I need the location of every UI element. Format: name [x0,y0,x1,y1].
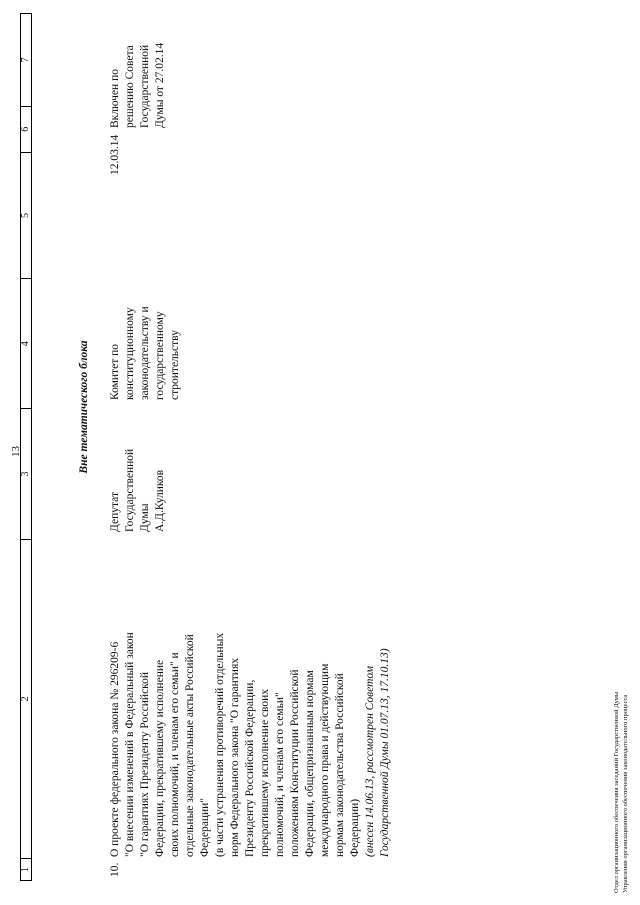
committee-line: Комитет по [109,344,121,400]
bill-line: прекратившему исполнение своих [259,688,271,857]
bill-note-line: (внесен 14.06.13, рассмотрен Советом [364,665,376,857]
bill-line: международного права и действующим [319,663,331,857]
bill-line: "О внесении изменений в Федеральный закон [124,632,136,857]
footer-line: Отдел организационного обеспечения заседаний Государственной Думы [613,691,620,893]
table-header-row [20,13,32,881]
bill-line: О проекте федерального закона № 296209-6 [109,641,121,857]
column-header-7: 7 [20,57,31,63]
column-header-5: 5 [21,152,31,279]
bill-line: положениям Конституции Российской [289,669,301,857]
note [108,43,168,128]
committee-line: конституционному [124,307,136,400]
committee-line: законодательству и [139,306,151,400]
footer [612,692,630,893]
bill-line: Федерации" [199,797,211,857]
note-line: Государственной [139,44,151,128]
responsible-committee [108,306,183,400]
initiator-line: Государственной [124,448,136,532]
column-header-1: 1 [21,858,31,880]
bill-line: отдельные законодательные акты Российской [184,634,196,857]
note-line: Думы от 27.02.14 [154,42,166,128]
row-number: 10. [109,862,121,877]
initiator-line: А.Д.Куликов [154,469,166,532]
bill-line: нормам законодательства Российской [334,673,346,857]
committee-line: государственному [154,311,166,400]
committee-line: строительству [169,330,181,400]
date: 12.03.14 [109,134,121,175]
initiator-line: Депутат [109,492,121,532]
bill-line: полномочий, и членам его семьи" [274,692,286,857]
footer-line: Управления организационного обеспечения законодательного процесса [622,694,629,893]
note-line: решению Совета [124,45,136,128]
column-header-3: 3 [21,408,31,539]
bill-line: "О гарантиях Президенту Российской [139,671,151,857]
column-header-4: 4 [21,278,31,408]
bill-line: норм Федерального закона "О гарантиях [229,658,241,857]
bill-line: своих полномочий, и членам его семьи" и [169,652,181,857]
bill-line: Федерации, общепризнанным нормам [304,670,316,857]
bill-line: Федерации, прекратившему исполнение [154,659,166,857]
initiator [108,449,168,532]
column-header-6: 6 [21,106,31,152]
bill-description [108,632,393,857]
bill-line: Президенту Российской Федерации, [244,679,256,857]
note-line: Включен по [109,69,121,128]
bill-line: (в части устранения противоречий отдельных [214,632,226,857]
bill-note-line: Государственной Думы 01.07.13, 17.10.13) [379,648,391,857]
column-header-2: 2 [21,539,31,858]
bill-line: Федерации) [349,798,361,857]
section-title: Вне тематического блока [78,340,90,474]
page-number: 13 [10,446,22,457]
initiator-line: Думы [139,503,151,532]
